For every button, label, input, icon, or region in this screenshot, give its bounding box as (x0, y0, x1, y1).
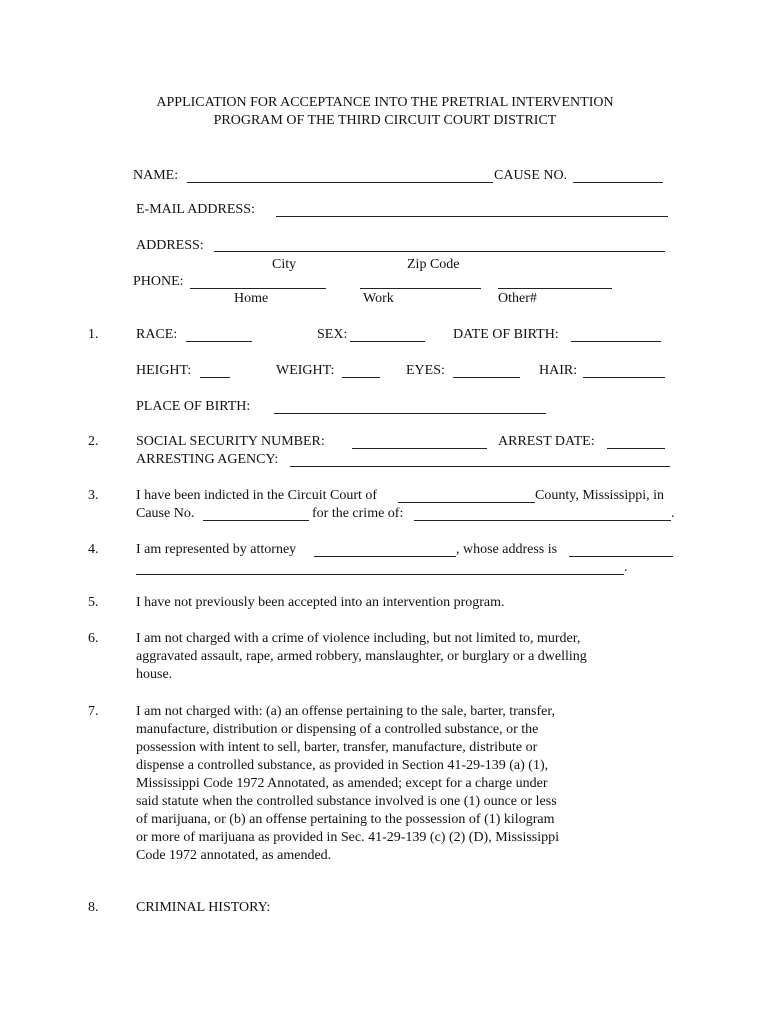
item-number-7: 7. (88, 704, 99, 719)
statement-7-line: dispense a controlled substance, as provided in Section 41-29-139 (a) (1), (136, 758, 549, 773)
address-field[interactable] (214, 251, 665, 252)
city-caption: City (272, 257, 297, 272)
statement-7-line: Code 1972 annotated, as amended. (136, 848, 332, 863)
form-title-line-1: APPLICATION FOR ACCEPTANCE INTO THE PRETRIAL INTERVENTION (156, 95, 614, 110)
place-of-birth-field[interactable] (274, 413, 546, 414)
phone-work-field[interactable] (360, 288, 481, 289)
address-label: ADDRESS: (136, 238, 204, 253)
arresting-agency-field[interactable] (290, 466, 670, 467)
dob-field[interactable] (571, 341, 661, 342)
crime-field[interactable] (414, 520, 671, 521)
item-number-8: 8. (88, 900, 99, 915)
email-field[interactable] (276, 216, 668, 217)
cause-no-field[interactable] (573, 182, 663, 183)
hair-label: HAIR: (539, 363, 578, 378)
phone-home-field[interactable] (190, 288, 326, 289)
county-field[interactable] (398, 502, 535, 503)
race-label: RACE: (136, 327, 178, 342)
email-label: E-MAIL ADDRESS: (136, 202, 255, 217)
cause-no-text: Cause No. (136, 506, 195, 521)
statement-6-line: house. (136, 667, 173, 682)
ssn-label: SOCIAL SECURITY NUMBER: (136, 434, 325, 449)
arrest-date-label: ARREST DATE: (498, 434, 595, 449)
race-field[interactable] (186, 341, 252, 342)
hair-field[interactable] (583, 377, 665, 378)
dob-label: DATE OF BIRTH: (453, 327, 559, 342)
attorney-address-text: , whose address is (456, 542, 558, 557)
name-label: NAME: (133, 168, 179, 183)
attorney-period: . (624, 560, 628, 575)
name-field[interactable] (187, 182, 493, 183)
place-of-birth-label: PLACE OF BIRTH: (136, 399, 251, 414)
crime-period: . (671, 506, 675, 521)
height-label: HEIGHT: (136, 363, 192, 378)
eyes-field[interactable] (453, 377, 520, 378)
statement-7-line: Mississippi Code 1972 Annotated, as amended; except for a charge under (136, 776, 548, 791)
statement-6-line: aggravated assault, rape, armed robbery, manslaughter, or burglary or a dwelling (136, 649, 587, 664)
phone-label: PHONE: (133, 274, 184, 289)
phone-other-field[interactable] (498, 288, 612, 289)
arresting-agency-label: ARRESTING AGENCY: (136, 452, 279, 467)
arrest-date-field[interactable] (607, 448, 665, 449)
statement-7-line: said statute when the controlled substance involved is one (1) ounce or less (136, 794, 557, 809)
statement-7-line: possession with intent to sell, barter, transfer, manufacture, distribute or (136, 740, 538, 755)
zip-caption: Zip Code (407, 257, 460, 272)
attorney-address-field[interactable] (569, 556, 673, 557)
sex-field[interactable] (350, 341, 425, 342)
home-caption: Home (234, 291, 269, 306)
item-number-6: 6. (88, 631, 99, 646)
work-caption: Work (363, 291, 394, 306)
crime-of-text: for the crime of: (312, 506, 404, 521)
item-number-5: 5. (88, 595, 99, 610)
item-number-2: 2. (88, 434, 99, 449)
statement-7-line: or more of marijuana as provided in Sec. 41-29-139 (c) (2) (D), Mississippi (136, 830, 560, 845)
sex-label: SEX: (317, 327, 348, 342)
item-number-4: 4. (88, 542, 99, 557)
weight-field[interactable] (342, 377, 380, 378)
attorney-field[interactable] (314, 556, 456, 557)
item-number-1: 1. (88, 327, 99, 342)
ssn-field[interactable] (352, 448, 487, 449)
height-field[interactable] (200, 377, 230, 378)
statement-5: I have not previously been accepted into an intervention program. (136, 595, 505, 610)
other-caption: Other# (498, 291, 537, 306)
eyes-label: EYES: (406, 363, 445, 378)
county-text: County, Mississippi, in (535, 488, 665, 503)
item-number-3: 3. (88, 488, 99, 503)
attorney-text: I am represented by attorney (136, 542, 297, 557)
statement-7-line: of marijuana, or (b) an offense pertaining to the possession of (1) kilogram (136, 812, 555, 827)
attorney-address-field-line-2[interactable] (136, 574, 624, 575)
statement-7-line: manufacture, distribution or dispensing of a controlled substance, or the (136, 722, 539, 737)
form-title-line-2: PROGRAM OF THE THIRD CIRCUIT COURT DISTRICT (213, 113, 557, 128)
statement-6-line: I am not charged with a crime of violence including, but not limited to, murder, (136, 631, 581, 646)
cause-no-label: CAUSE NO. (494, 168, 568, 183)
indicted-text: I have been indicted in the Circuit Court of (136, 488, 378, 503)
criminal-history-heading: CRIMINAL HISTORY: (136, 900, 271, 915)
indictment-cause-field[interactable] (203, 520, 309, 521)
weight-label: WEIGHT: (276, 363, 335, 378)
statement-7-line: I am not charged with: (a) an offense pertaining to the sale, barter, transfer, (136, 704, 555, 719)
